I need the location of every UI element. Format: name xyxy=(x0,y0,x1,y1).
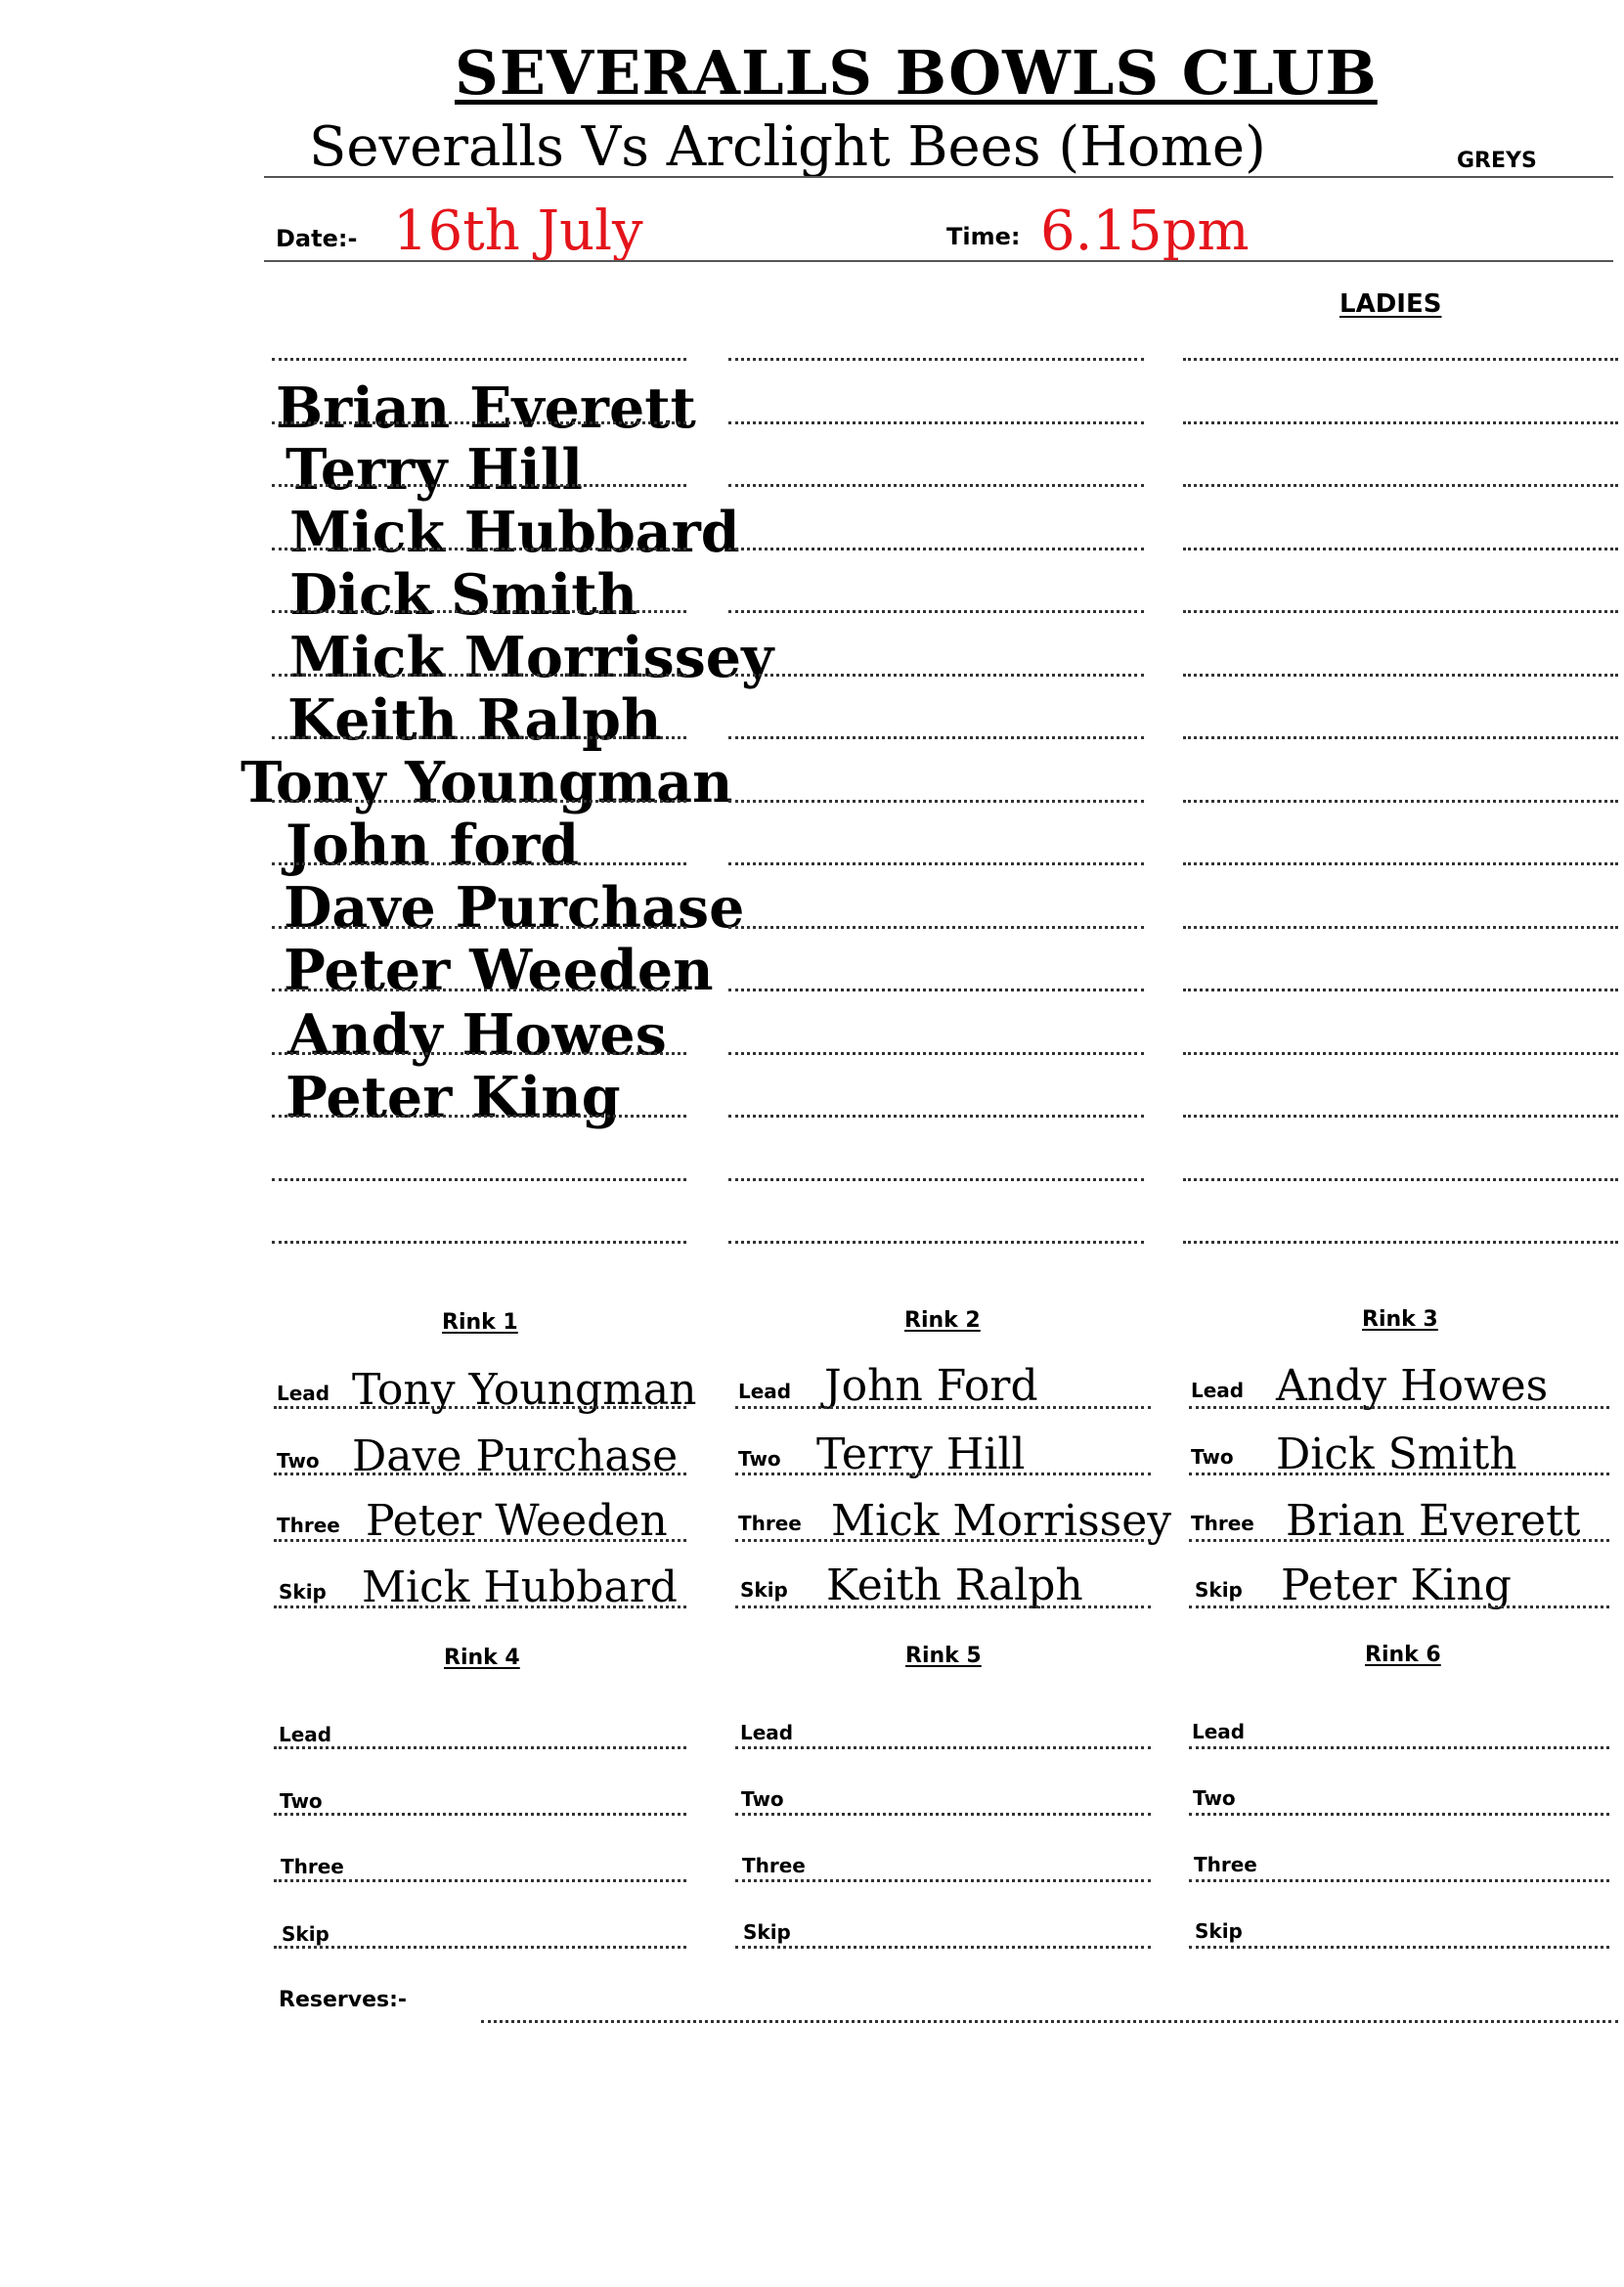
rink-1-line xyxy=(274,1406,686,1409)
rink-2-line xyxy=(735,1473,1151,1475)
rink-4-line xyxy=(274,1813,686,1816)
reserves-line xyxy=(481,2020,1618,2023)
rink-3-heading: Rink 3 xyxy=(1362,1307,1438,1332)
rink-2-lead-label: Lead xyxy=(738,1380,792,1403)
time-value: 6.15pm xyxy=(1040,199,1250,263)
list-line-col-1 xyxy=(272,736,686,739)
rink-4-lead-label: Lead xyxy=(279,1723,332,1746)
player-name: Peter Weeden xyxy=(284,938,714,1003)
list-line-col-1 xyxy=(272,548,686,550)
player-name: Dick Smith xyxy=(289,562,638,628)
rink-4-two-label: Two xyxy=(280,1789,323,1813)
time-label: Time: xyxy=(946,223,1021,250)
rink-1-two-name: Dave Purchase xyxy=(352,1431,679,1481)
rink-2-two-label: Two xyxy=(738,1447,781,1471)
rink-2-skip-label: Skip xyxy=(740,1578,788,1602)
rink-3-skip-name: Peter King xyxy=(1281,1561,1512,1610)
player-name: Keith Ralph xyxy=(287,687,662,753)
rink-3-lead-label: Lead xyxy=(1191,1379,1245,1402)
rink-5-heading: Rink 5 xyxy=(905,1644,982,1668)
player-name: Mick Morrissey xyxy=(289,625,774,690)
rink-3-line xyxy=(1189,1539,1609,1542)
list-line-col-3 xyxy=(1183,421,1618,424)
player-name: Brian Everett xyxy=(276,375,696,441)
rink-6-line xyxy=(1189,1813,1609,1816)
list-line-col-3 xyxy=(1183,610,1618,613)
rink-3-line xyxy=(1189,1473,1609,1475)
list-line-col-2 xyxy=(728,610,1144,613)
list-line-col-3 xyxy=(1183,800,1618,803)
rink-3-three-label: Three xyxy=(1191,1512,1254,1535)
team-label: GREYS xyxy=(1457,149,1537,173)
rink-3-three-name: Brian Everett xyxy=(1286,1496,1581,1546)
rink-6-line xyxy=(1189,1746,1609,1749)
rink-4-line xyxy=(274,1879,686,1882)
rink-3-lead-name: Andy Howes xyxy=(1276,1361,1549,1411)
list-line-col-2 xyxy=(728,548,1144,550)
list-line-col-1 xyxy=(272,1115,686,1118)
list-line-col-1 xyxy=(272,1178,686,1181)
rink-2-three-name: Mick Morrissey xyxy=(831,1496,1172,1546)
date-label: Date:- xyxy=(276,225,358,252)
rink-6-three-label: Three xyxy=(1194,1853,1257,1876)
rink-6-line xyxy=(1189,1946,1609,1949)
list-line-col-2 xyxy=(728,989,1144,991)
list-line-col-1 xyxy=(272,926,686,929)
player-name: John ford xyxy=(285,813,580,878)
list-line-col-3 xyxy=(1183,926,1618,929)
rink-1-line xyxy=(274,1605,686,1608)
rink-5-two-label: Two xyxy=(741,1787,784,1811)
list-line-col-2 xyxy=(728,1052,1144,1055)
player-name: Terry Hill xyxy=(285,437,583,503)
date-value: 16th July xyxy=(393,199,643,263)
rink-3-line xyxy=(1189,1605,1609,1608)
list-line-col-3 xyxy=(1183,674,1618,677)
rink-2-two-name: Terry Hill xyxy=(816,1429,1026,1479)
rink-3-two-label: Two xyxy=(1191,1445,1234,1469)
reserves-label: Reserves:- xyxy=(279,1988,408,2012)
list-line-col-1 xyxy=(272,358,686,361)
rink-4-line xyxy=(274,1746,686,1749)
list-line-col-1 xyxy=(272,421,686,424)
rink-6-skip-label: Skip xyxy=(1195,1919,1243,1943)
rink-5-skip-label: Skip xyxy=(743,1920,791,1944)
list-line-col-1 xyxy=(272,800,686,803)
rink-3-two-name: Dick Smith xyxy=(1276,1429,1517,1479)
rink-1-lead-label: Lead xyxy=(277,1382,330,1405)
rink-4-line xyxy=(274,1946,686,1949)
list-line-col-3 xyxy=(1183,1178,1618,1181)
rink-1-line xyxy=(274,1539,686,1542)
rink-2-skip-name: Keith Ralph xyxy=(826,1561,1083,1610)
list-line-col-2 xyxy=(728,358,1144,361)
rink-2-lead-name: John Ford xyxy=(824,1361,1038,1411)
player-name: Dave Purchase xyxy=(284,875,745,941)
rink-4-skip-label: Skip xyxy=(282,1922,329,1946)
club-title: SEVERALLS BOWLS CLUB xyxy=(455,37,1378,109)
rink-2-line xyxy=(735,1605,1151,1608)
list-line-col-2 xyxy=(728,862,1144,865)
rink-5-line xyxy=(735,1746,1151,1749)
list-line-col-1 xyxy=(272,1241,686,1244)
rink-4-heading: Rink 4 xyxy=(444,1646,520,1670)
player-name: Peter King xyxy=(285,1065,621,1130)
list-line-col-3 xyxy=(1183,358,1618,361)
rink-3-line xyxy=(1189,1406,1609,1409)
list-line-col-1 xyxy=(272,1052,686,1055)
list-line-col-1 xyxy=(272,989,686,991)
list-line-col-1 xyxy=(272,610,686,613)
list-line-col-2 xyxy=(728,1241,1144,1244)
list-line-col-2 xyxy=(728,1178,1144,1181)
list-line-col-1 xyxy=(272,674,686,677)
rink-5-three-label: Three xyxy=(742,1854,806,1877)
rink-2-line xyxy=(735,1406,1151,1409)
list-line-col-1 xyxy=(272,862,686,865)
list-line-col-2 xyxy=(728,926,1144,929)
list-line-col-2 xyxy=(728,674,1144,677)
rink-5-line xyxy=(735,1946,1151,1949)
rink-5-line xyxy=(735,1879,1151,1882)
list-line-col-3 xyxy=(1183,989,1618,991)
rink-2-line xyxy=(735,1539,1151,1542)
list-line-col-3 xyxy=(1183,736,1618,739)
rink-3-skip-label: Skip xyxy=(1195,1578,1243,1602)
list-line-col-3 xyxy=(1183,1115,1618,1118)
list-line-col-3 xyxy=(1183,1052,1618,1055)
rink-1-line xyxy=(274,1473,686,1475)
rink-1-two-label: Two xyxy=(277,1449,320,1473)
rink-1-three-name: Peter Weeden xyxy=(366,1496,668,1546)
list-line-col-3 xyxy=(1183,1241,1618,1244)
list-line-col-3 xyxy=(1183,484,1618,487)
player-name: Mick Hubbard xyxy=(289,500,740,565)
list-line-col-2 xyxy=(728,484,1144,487)
rink-6-two-label: Two xyxy=(1193,1786,1236,1810)
rink-4-three-label: Three xyxy=(281,1855,344,1878)
list-line-col-2 xyxy=(728,1115,1144,1118)
header-rule xyxy=(264,176,1613,178)
list-line-col-2 xyxy=(728,421,1144,424)
rink-1-skip-name: Mick Hubbard xyxy=(362,1562,678,1612)
rink-1-heading: Rink 1 xyxy=(442,1310,518,1335)
list-line-col-2 xyxy=(728,736,1144,739)
ladies-heading: LADIES xyxy=(1339,289,1442,319)
list-line-col-1 xyxy=(272,484,686,487)
rink-1-skip-label: Skip xyxy=(279,1580,327,1604)
rink-1-three-label: Three xyxy=(277,1514,340,1537)
list-line-col-2 xyxy=(728,800,1144,803)
date-rule xyxy=(264,260,1613,262)
rink-5-lead-label: Lead xyxy=(740,1721,794,1744)
rink-6-heading: Rink 6 xyxy=(1365,1643,1441,1667)
rink-1-lead-name: Tony Youngman xyxy=(352,1365,697,1415)
rink-2-three-label: Three xyxy=(738,1512,802,1535)
rink-6-lead-label: Lead xyxy=(1192,1720,1246,1743)
list-line-col-3 xyxy=(1183,548,1618,550)
rink-6-line xyxy=(1189,1879,1609,1882)
match-title: Severalls Vs Arclight Bees (Home) xyxy=(309,115,1266,179)
list-line-col-3 xyxy=(1183,862,1618,865)
rink-2-heading: Rink 2 xyxy=(904,1308,981,1333)
player-name: Andy Howes xyxy=(287,1002,667,1068)
rink-5-line xyxy=(735,1813,1151,1816)
player-name: Tony Youngman xyxy=(241,750,733,815)
